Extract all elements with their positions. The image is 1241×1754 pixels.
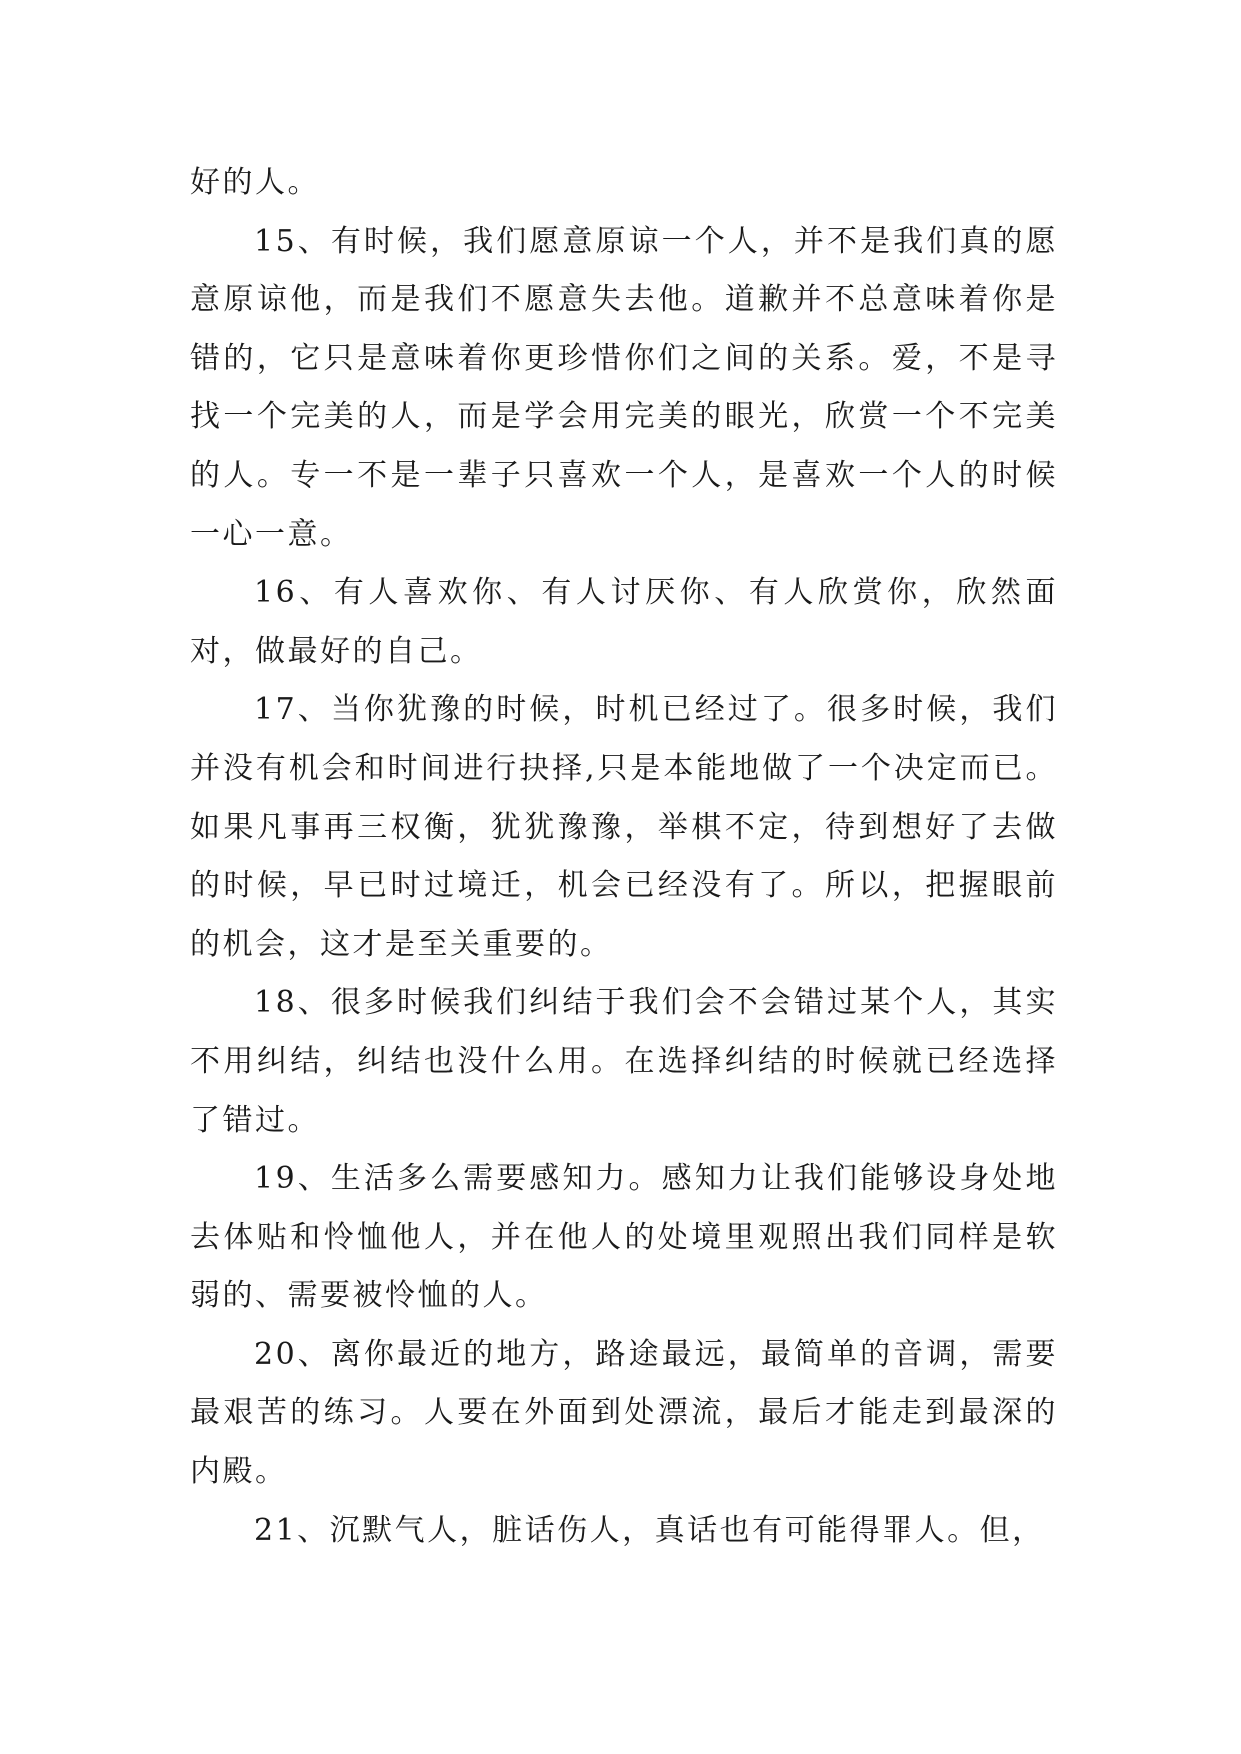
body-text	[190, 154, 1058, 1560]
paragraph-17: 17、当你犹豫的时候，时机已经过了。很多时候，我们并没有机会和时间进行抉择,只是本能地做了一个决定而已。如果凡事再三权衡，犹犹豫豫，举棋不定，待到想好了去做的时候，早已时过境迁，机会已经没有了。所以，把握眼前的机会，这才是至关重要的。	[190, 692, 1058, 962]
paragraph-18: 18、很多时候我们纠结于我们会不会错过某个人，其实不用纠结，纠结也没什么用。在选择纠结的时候就已经选择了错过。	[190, 985, 1058, 1138]
paragraph-15: 15、有时候，我们愿意原谅一个人，并不是我们真的愿意原谅他，而是我们不愿意失去他。道歉并不总意味着你是错的，它只是意味着你更珍惜你们之间的关系。爱，不是寻找一个完美的人，而是学会用完美的眼光，欣赏一个不完美的人。专一不是一辈子只喜欢一个人，是喜欢一个人的时候一心一意。	[190, 223, 1058, 552]
paragraph-21: 21、沉默气人，脏话伤人，真话也有可能得罪人。但，	[254, 1512, 1045, 1548]
paragraph-19: 19、生活多么需要感知力。感知力让我们能够设身处地去体贴和怜恤他人，并在他人的处境里观照出我们同样是软弱的、需要被怜恤的人。	[190, 1161, 1058, 1314]
paragraph-16: 16、有人喜欢你、有人讨厌你、有人欣赏你，欣然面对，做最好的自己。	[190, 575, 1058, 669]
paragraph-14-tail: 好的人。	[190, 165, 320, 200]
paragraph-20: 20、离你最近的地方，路途最远，最简单的音调，需要最艰苦的练习。人要在外面到处漂流，最后才能走到最深的内殿。	[190, 1336, 1058, 1490]
